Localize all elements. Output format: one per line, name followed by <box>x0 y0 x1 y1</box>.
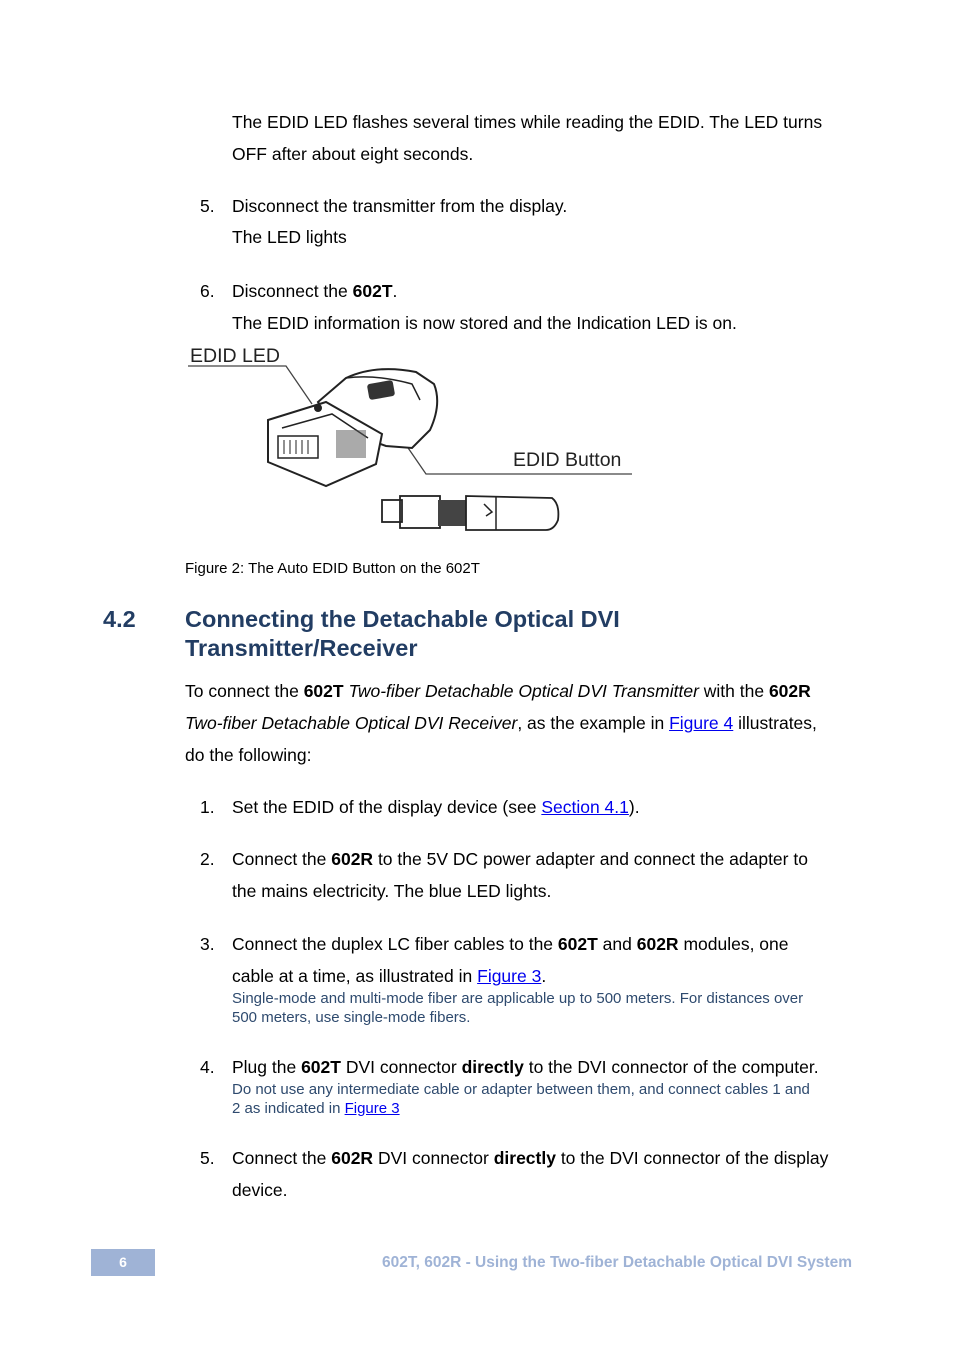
section-4-1-link[interactable]: Section 4.1 <box>541 797 629 817</box>
intro-paragraph: The EDID LED flashes several times while reading the EDID. The LED turns OFF after about eight seconds. <box>232 112 823 164</box>
step-3-note: Single-mode and multi-mode fiber are applicable up to 500 meters. For distances over 500 meters, use single-mode fibers. <box>232 990 804 1026</box>
figure-caption: Figure 2: The Auto EDID Button on the 602T <box>185 560 480 577</box>
footer-title: 602T, 602R - Using the Two-fiber Detachable Optical DVI System <box>381 1254 852 1271</box>
figure-3-link[interactable]: Figure 3 <box>477 966 542 986</box>
step-4-note: Do not use any intermediate cable or adapter between them, and connect cables 1 and 2 as indicated in Figure 3 <box>232 1081 810 1117</box>
section-number: 4.2 <box>103 606 136 632</box>
device-illustration <box>186 344 646 540</box>
page-number: 6 <box>91 1249 155 1276</box>
figure-602t-edid-button <box>186 344 646 540</box>
edid-button-label: EDID Button <box>513 449 622 471</box>
figure-3-note-link[interactable]: Figure 3 <box>344 1099 400 1117</box>
body-paragraph: To connect the 602T Two-fiber Detachable Optical DVI Transmitter with the 602R Two-fiber Detachable Optical DVI Receiver, as the example in Figure 4 illustrates, do the following: <box>185 681 817 765</box>
figure-4-link[interactable]: Figure 4 <box>669 713 734 733</box>
section-title: Connecting the Detachable Optical DVI Transmitter/Receiver <box>185 606 620 661</box>
edid-led-label: EDID LED <box>190 345 280 367</box>
